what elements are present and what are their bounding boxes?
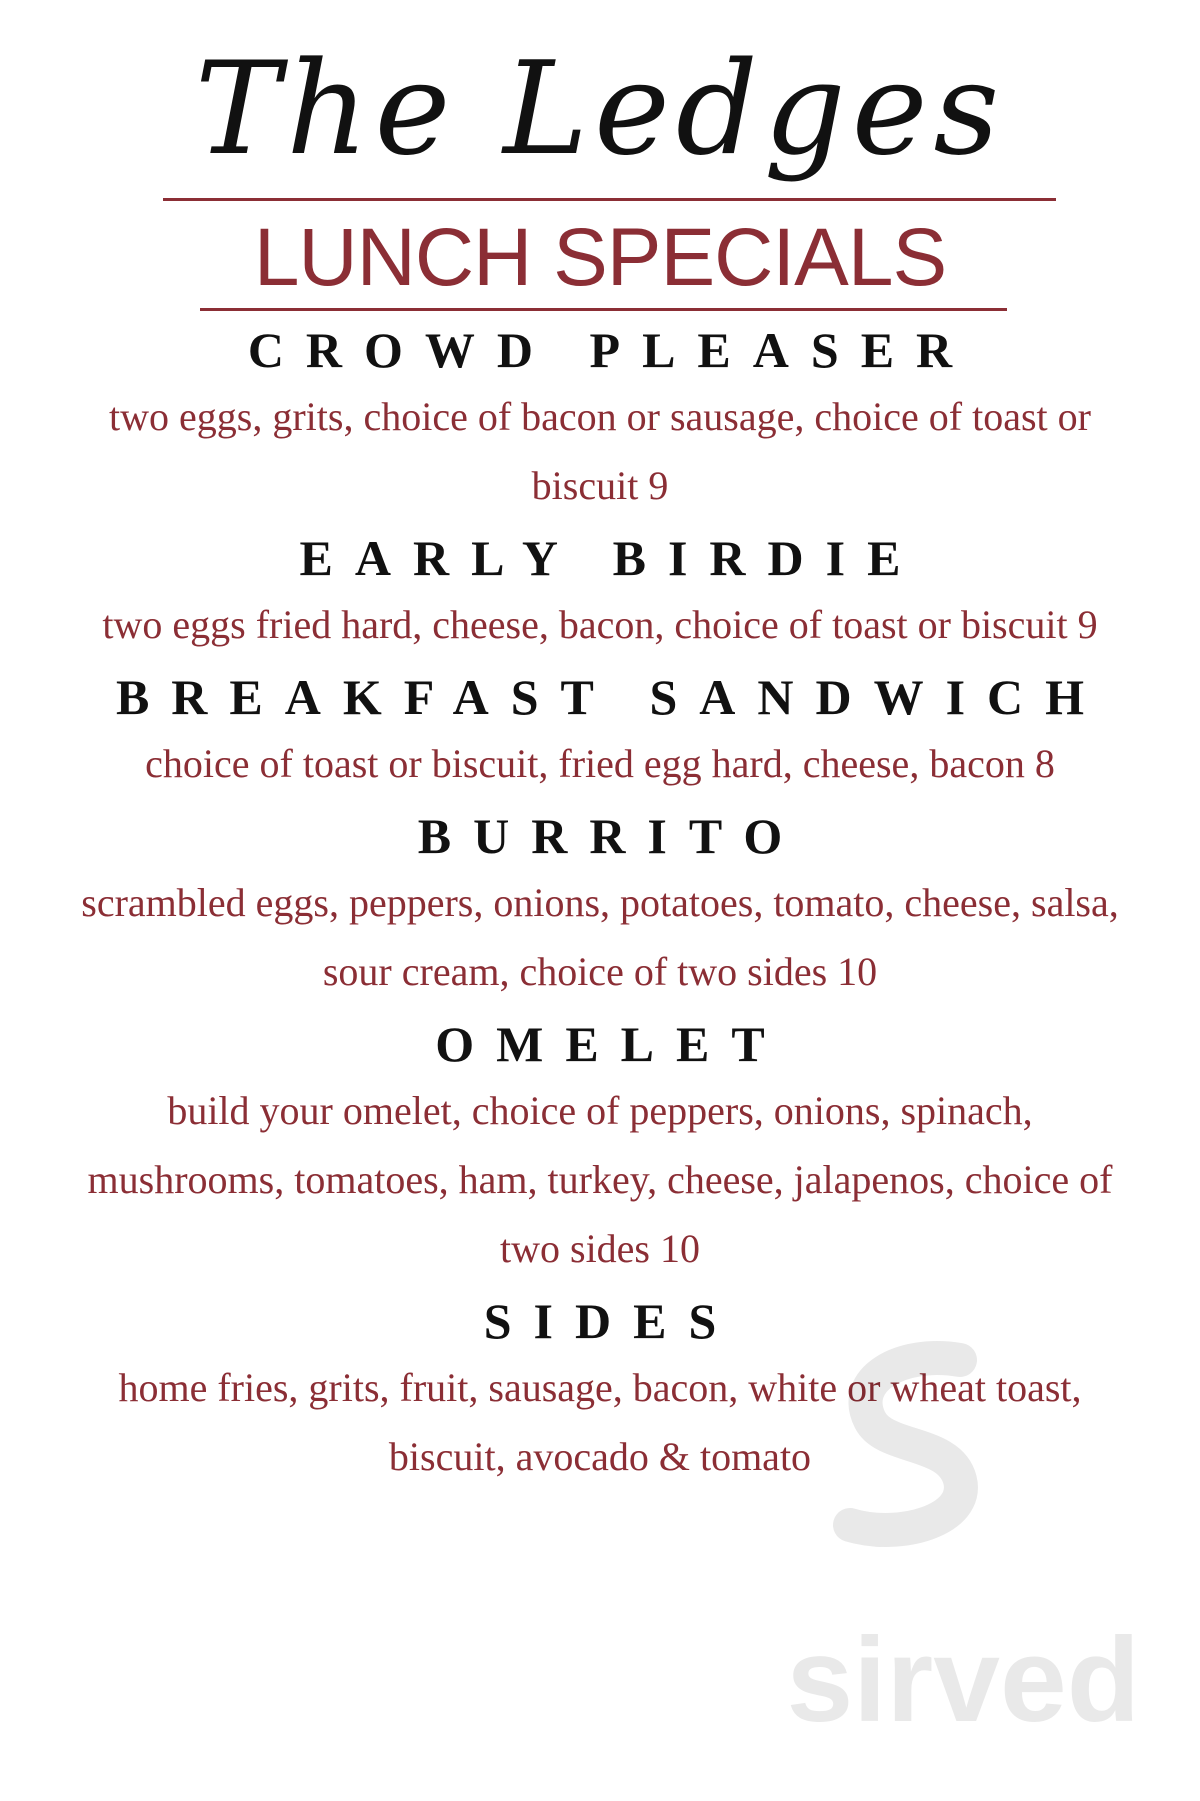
item-name: EARLY BIRDIE (299, 530, 923, 586)
restaurant-logo: The Ledges (194, 35, 1006, 184)
item-name: OMELET (435, 1016, 787, 1072)
item-name: BREAKFAST SANDWICH (115, 669, 1107, 725)
divider-bottom (200, 308, 1007, 311)
menu-item (60, 526, 1140, 659)
menu-item (60, 318, 1140, 520)
sirved-watermark (680, 1550, 1140, 1747)
item-description: home fries, grits, fruit, sausage, bacon, white or wheat toast, biscuit, avocado & tomato (118, 1365, 1082, 1479)
item-name: SIDES (483, 1293, 739, 1349)
menu-item (60, 665, 1140, 798)
utensils-icon (810, 1340, 1010, 1550)
item-description: build your omelet, choice of peppers, onions, spinach, mushrooms, tomatoes, ham, turkey, cheese, jalapenos, choice of two sides 10 (87, 1088, 1113, 1271)
menu-item (60, 804, 1140, 1006)
menu-items (60, 318, 1140, 1497)
item-description: scrambled eggs, peppers, onions, potatoes, tomato, cheese, salsa, sour cream, choice of two sides 10 (81, 880, 1119, 994)
watermark-text: sirved (786, 1613, 1140, 1747)
item-name: CROWD PLEASER (247, 322, 975, 378)
menu-subtitle: LUNCH SPECIALS (253, 212, 947, 303)
item-name: BURRITO (417, 808, 805, 864)
item-description: choice of toast or biscuit, fried egg hard, cheese, bacon 8 (145, 741, 1055, 786)
item-description: two eggs fried hard, cheese, bacon, choice of toast or biscuit 9 (102, 602, 1098, 647)
divider-top (163, 198, 1056, 201)
menu-item (60, 1012, 1140, 1283)
item-description: two eggs, grits, choice of bacon or sausage, choice of toast or biscuit 9 (109, 394, 1091, 508)
